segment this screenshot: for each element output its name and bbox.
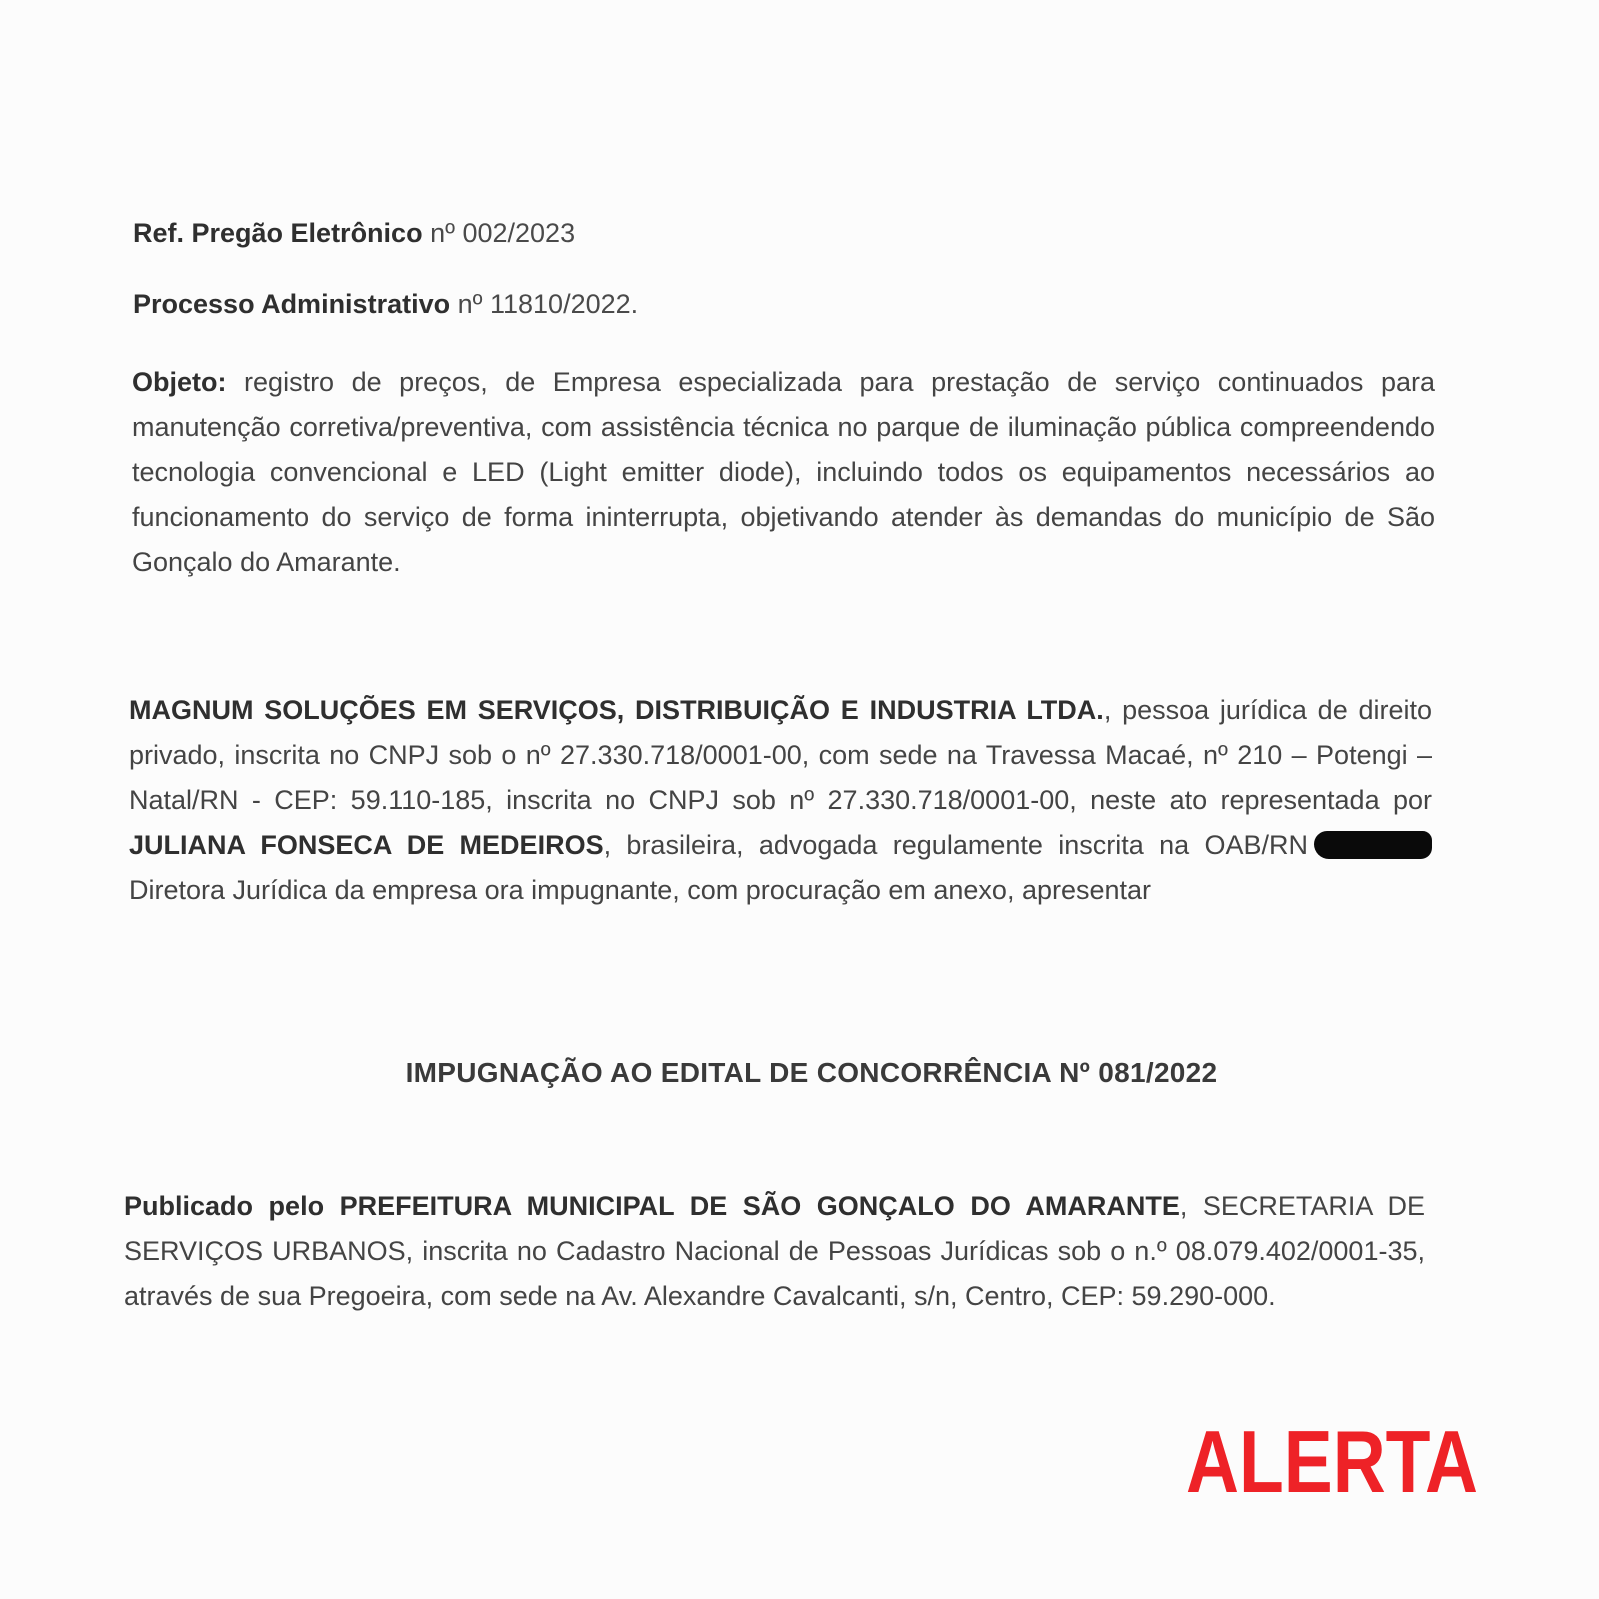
- document-heading: IMPUGNAÇÃO AO EDITAL DE CONCORRÊNCIA Nº 081/2022: [405, 1057, 1218, 1088]
- objeto-paragraph: [132, 360, 1435, 585]
- representative-details-text: , brasileira, advogada regulamente inscrita na OAB/RN: [603, 830, 1308, 860]
- alerta-logo-text: ALERTA: [1186, 1412, 1478, 1511]
- company-qualification-paragraph: [129, 688, 1432, 913]
- objeto-text: registro de preços, de Empresa especializada para prestação de serviço continuados para manutenção corretiva/preventiva, com assistência técnica no parque de iluminação pública compreendendo tecnologia convencional e LED (Light emitter diode), incluindo todos os equipamentos necessários ao funcionamento do serviço de forma ininterrupta, objetivando atender às demandas do município de São Gonçalo do Amarante.: [132, 367, 1435, 577]
- objeto-label: Objeto:: [132, 367, 227, 397]
- ref-processo-line: [133, 287, 638, 321]
- ref-pregao-label: Ref. Pregão Eletrônico: [133, 218, 423, 248]
- ref-pregao-line: [133, 216, 575, 250]
- ref-pregao-value: nº 002/2023: [430, 218, 576, 248]
- publisher-paragraph: [124, 1184, 1425, 1319]
- company-details-text: , pessoa jurídica de direito privado, inscrita no CNPJ sob o nº 27.330.718/0001-00, com sede na Travessa Macaé, nº 210 – Potengi – Natal/RN - CEP: 59.110-185, inscrita no CNPJ sob nº 27.330.718/0001-00, neste ato representada por: [129, 695, 1432, 815]
- representative-role-text: Diretora Jurídica da empresa ora impugnante, com procuração em anexo, apresentar: [129, 875, 1152, 905]
- ref-processo-value: nº 11810/2022.: [457, 289, 639, 319]
- redaction-mark: [1314, 831, 1432, 859]
- alerta-logo: [1186, 1412, 1486, 1511]
- ref-processo-label: Processo Administrativo: [133, 289, 451, 319]
- publisher-details-text: , SECRETARIA DE SERVIÇOS URBANOS, inscrita no Cadastro Nacional de Pessoas Jurídicas sob o n.º 08.079.402/0001-35, através de sua Pregoeira, com sede na Av. Alexandre Cavalcanti, s/n, Centro, CEP: 59.290-000.: [124, 1191, 1425, 1311]
- company-name: MAGNUM SOLUÇÕES EM SERVIÇOS, DISTRIBUIÇÃO E INDUSTRIA LTDA.: [129, 695, 1104, 725]
- publisher-name: Publicado pelo PREFEITURA MUNICIPAL DE SÃO GONÇALO DO AMARANTE: [124, 1191, 1180, 1221]
- representative-name: JULIANA FONSECA DE MEDEIROS: [129, 830, 604, 860]
